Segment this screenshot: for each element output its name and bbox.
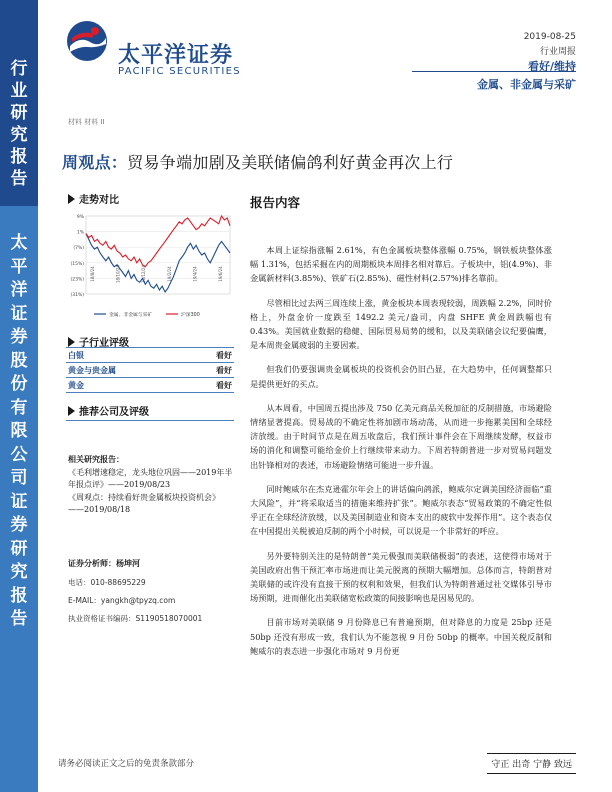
report-type: 行业周报 [539,47,576,57]
analyst-email[interactable]: E-MAIL：yangkh@tpyzq.com [68,596,176,605]
side-label-char: 证 [10,491,28,512]
side-label-char: 证 [10,303,28,324]
body-paragraph: 另外要特别关注的是特朗普“美元极强而美联储极弱”的表述，这使得市场对于美国政府出售干预汇率市场进而让美元脱离的预期大幅增加。总体而言，特朗普对美联储的或许没有直接干预的权利和效果，但我们认为特朗普通过社交媒体引导市场预期，进而催化出美联储宽松政策的间接影响也是因易见的。 [250,550,552,604]
table-row [66,363,234,378]
disclaimer-note: 请务必阅读正文之后的免责条款部分 [58,759,195,769]
side-label-char: 业 [10,81,28,101]
table-row [66,378,234,393]
triangle-bullet-icon [68,406,75,416]
trend-heading-label: 走势对比 [79,195,119,206]
analyst-info [68,558,234,631]
side-label-char: 券 [10,515,28,535]
industry-rating: 看好/维持 [527,60,576,73]
side-label-char: 限 [10,421,28,441]
page-title [62,150,453,173]
chart-y-tick-label: (23%) [70,277,84,283]
chart-y-tick-label: (7%) [73,246,84,252]
logo-text-en: PACIFIC SECURITIES [118,66,241,77]
chart-x-tick-label: 19/4/24 [192,266,198,282]
chart-y-tick-label: (15%) [70,261,84,267]
header-divider [412,71,576,72]
side-label-char: 份 [10,374,28,394]
breadcrumb: 材料 材料 II [68,118,105,126]
body-paragraph: 但我们仍要强调贵金属板块的投资机会仍旧凸显，在大趋势中，任何调整都只是提供更好的买点。 [250,364,552,389]
rating-value: 看好 [216,381,232,390]
chart-x-tick-label: 19/6/24 [218,266,223,282]
side-label-char: 告 [10,169,28,189]
pacific-securities-logo-icon [66,20,108,62]
side-label-char: 有 [10,397,28,418]
related-reports [68,454,234,517]
triangle-bullet-icon [68,194,75,204]
analyst-phone: 电话：010-88695229 [68,578,146,587]
side-label-char: 研 [10,103,28,123]
recommend-heading [68,403,149,418]
chart-legend-label: 金属、非金属与采矿 [109,313,153,318]
rating-subindustry: 黄金 [68,381,84,390]
trend-chart [66,210,234,328]
chart-plot-frame [86,216,230,294]
chart-legend-label: 沪深300 [181,313,200,318]
title-lead: 周观点： [62,153,128,172]
side-label-char: 公 [10,444,28,465]
side-label-char: 券 [10,327,28,347]
side-label-char: 洋 [10,280,28,300]
side-banner [0,0,38,792]
chart-x-tick-label: 19/2/24 [166,266,172,282]
analyst-name: 证券分析师：杨坤河 [68,559,140,568]
side-label-company [0,232,38,632]
body-paragraph: 尽管相比过去两三周连续上涨，黄金板块本周表现较弱，周跌幅 2.2%，同时价格上，外盘金价一度跌至 1492.2 美元/盎司，内盘 SHFE 黄金周跌幅也有 0.43%。美国就业数据的稳健、国际贸易局势的缓和，以及美联储会议纪要偏鹰，是本周贵金属疲弱的主要因素。 [250,297,552,351]
rating-value: 看好 [216,351,232,360]
trend-chart-svg [66,210,234,328]
side-label-char: 究 [10,125,28,145]
side-label-char: 股 [10,350,28,371]
side-label-char: 报 [10,585,28,606]
body-paragraph: 从本周看，中国周五提出涉及 750 亿美元商品关税加征的反制措施，市场避险情绪显著提高。贸易战的不确定性将加剧市场动荡，从而进一步拖累美国和全球经济放缓。由于时间节点是在周五收盘后，我们预计事件会在下周继续发酵，权益市场的消化和调整可能给金价上行继续带来动力。下周若特朗普进一步对贸易问题发出针锋相对的表述，市场避险情绪可能进一步升温。 [250,402,552,470]
side-label-char: 究 [10,562,28,582]
chart-x-tick-label: 18/8/24 [90,266,95,282]
report-body [250,243,552,668]
industry-rating-heading-label: 子行业评级 [79,338,129,349]
related-report-link[interactable]: 《毛利增速稳定，龙头地位巩固——2019年半年报点评》——2019/08/23 [68,467,233,489]
report-date: 2019-08-25 [523,32,576,42]
side-label-char: 研 [10,538,28,559]
side-label-char: 行 [10,59,28,79]
rating-subindustry: 白银 [68,351,84,360]
company-motto: 守正 出奇 宁静 致远 [487,753,576,774]
recommend-heading-label: 推荐公司及评级 [79,407,149,418]
rating-value: 看好 [216,366,232,375]
chart-y-tick-label: 1% [76,230,84,236]
rating-subindustry: 黄金与贵金属 [68,366,116,375]
title-text: 贸易争端加剧及美联储偏鸽利好黄金再次上行 [127,153,454,172]
side-label-char: 太 [10,233,28,253]
industry-name: 金属、非金属与采矿 [477,78,576,91]
related-report-link[interactable]: 《周观点：持续看好贵金属板块投资机会》——2019/08/18 [68,492,220,514]
body-paragraph: 目前市场对美联储 9 月份降息已有普遍预期，但对降息的力度是 25bp 还是 50bp 还没有形成一致，我们认为不能忽视 9 月份 50bp 的概率。中国关税反制和鲍威尔的表态进一步强化市场对 9 月份更 [250,617,552,656]
trend-heading [68,191,119,206]
side-label-char: 告 [10,609,28,629]
logo-text-cn: 太平洋证券 [118,43,234,68]
side-label-char: 平 [10,256,28,277]
chart-y-tick-label: (31%) [70,293,84,298]
report-content-heading: 报告内容 [250,195,301,210]
analyst-license: 执业资格证书编码：S1190518070001 [68,614,203,623]
body-paragraph: 本周上证综指涨幅 2.61%，有色金属板块整体涨幅 0.75%，钢铁板块整体涨幅 1.31%，包括采掘在内的周期板块本周排名相对靠后。子板块中，铝(4.9%)、非金属新材料(3.85%)、铁矿石(2.85%)、磁性材料(2.57%)排名靠前。 [250,245,552,284]
side-label-char: 司 [10,468,28,488]
side-label-industry-report [0,58,38,190]
industry-rating-table [66,348,234,393]
chart-x-tick-label: 18/10/24 [115,265,121,283]
body-paragraph: 同时鲍威尔在杰克逊霍尔年会上的讲话偏向鸽派，鲍威尔定调美国经济面临“重大风险”，并“将采取适当的措施来维持扩张”。鲍威尔表态“贸易政策的不确定性似乎正在全球经济放缓，以及美国制造业和资本支出的疲软中发挥作用”。这个表态仅在中国提出关税被迫反制的两个小时候，可以说是一个非常好的呼应。 [250,483,552,537]
triangle-bullet-icon [68,337,75,347]
related-heading: 相关研究报告： [68,455,124,464]
chart-y-tick-label: 9% [76,215,84,220]
side-label-char: 报 [10,147,28,167]
table-row [66,348,234,363]
recommend-divider [66,420,234,421]
chart-x-tick-label: 18/12/24 [141,265,147,283]
